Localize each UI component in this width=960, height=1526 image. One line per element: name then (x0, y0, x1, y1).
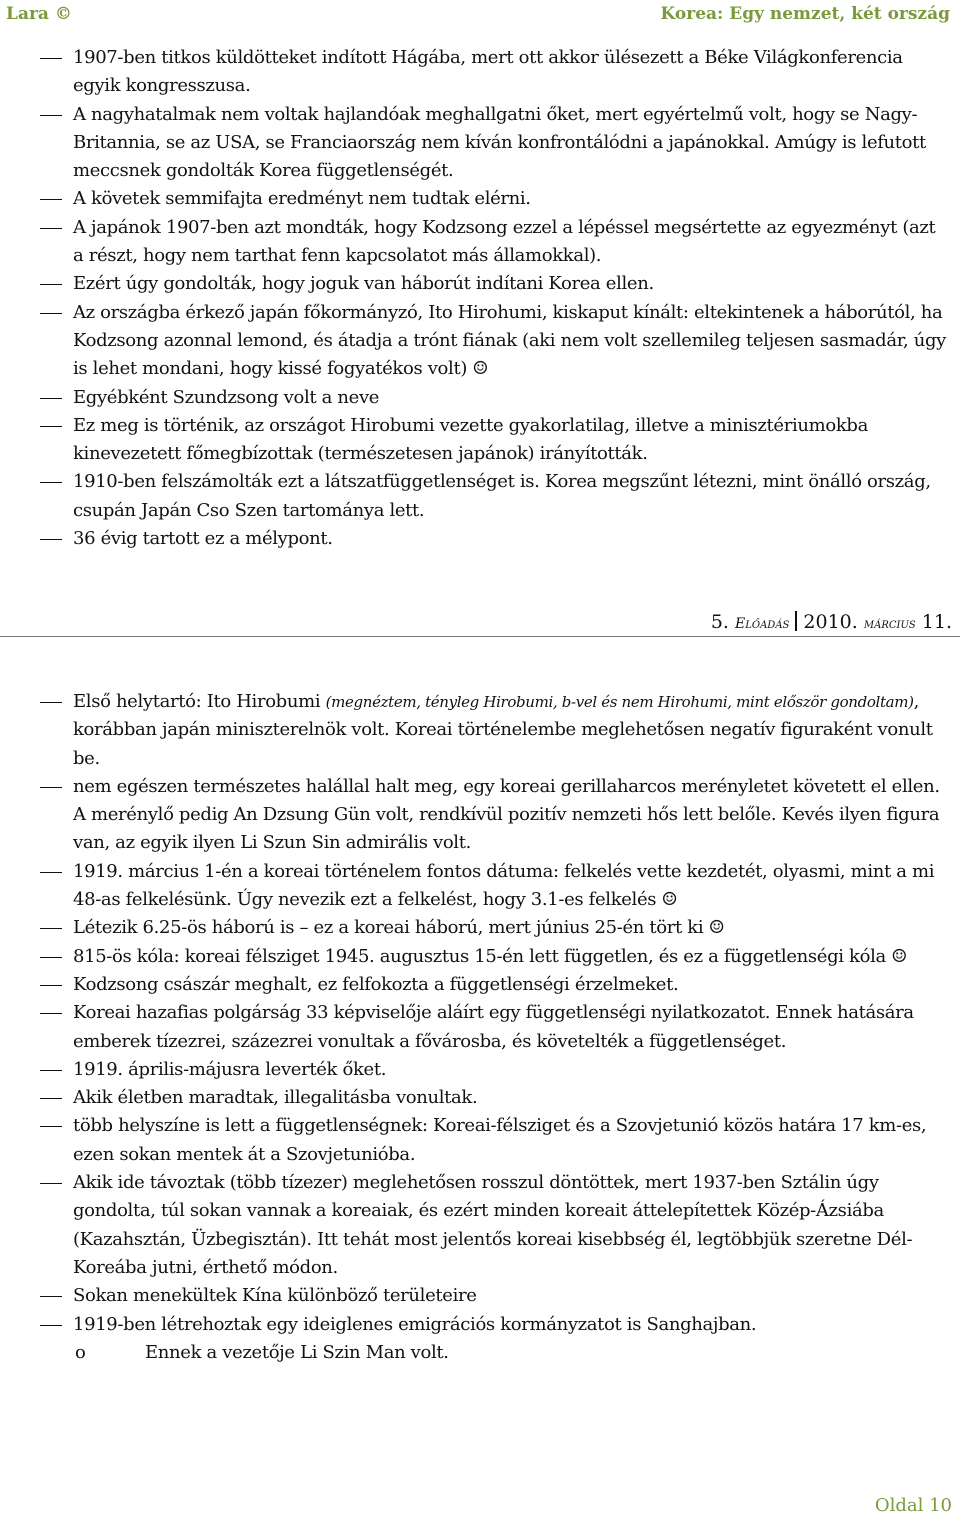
list-item: 1910-ben felszámolták ezt a látszatfüggetlenséget is. Korea megszűnt létezni, mint önálló ország, csupán Japán Cso Szen tartománya lett. (0, 468, 960, 525)
dash-bullet-icon (40, 985, 62, 986)
list-item: 1919. április-májusra leverték őket. (0, 1056, 960, 1084)
list-item: Koreai hazafias polgárság 33 képviselője aláírt egy függetlenségi nyilatkozatot. Ennek hatására emberek tízezrei, százezrei vonultak a fővárosba, és követelték a függetlenséget. (0, 999, 960, 1056)
dash-bullet-icon (40, 539, 62, 540)
dash-bullet-icon (40, 1325, 62, 1326)
list-item: 815-ös kóla: koreai félsziget 1945. augusztus 15-én lett független, és ez a függetlenségi kóla ☺ (0, 943, 960, 971)
second-bullet-list (0, 688, 960, 1367)
dash-bullet-icon (40, 702, 62, 703)
section-rule (0, 636, 960, 637)
list-item: 1907-ben titkos küldötteket indított Hágába, mert ott akkor ülésezett a Béke Világkonferencia egyik kongresszusa. (0, 44, 960, 101)
list-item: Létezik 6.25-ös háború is – ez a koreai háború, mert június 25-én tört ki ☺ (0, 914, 960, 942)
dash-bullet-icon (40, 426, 62, 427)
list-item: Akik életben maradtak, illegalitásba vonultak. (0, 1084, 960, 1112)
list-item: több helyszíne is lett a függetlenségnek: Koreai-félsziget és a Szovjetunió közös határa 17 km-es, ezen sokan mentek át a Szovjetunióba. (0, 1112, 960, 1169)
list-item: 36 évig tartott ez a mélypont. (0, 525, 960, 553)
dash-bullet-icon (40, 482, 62, 483)
lecture-month: március (863, 616, 916, 632)
lecture-number: 5. (710, 611, 729, 633)
dash-bullet-icon (40, 1183, 62, 1184)
top-bullet-list (0, 44, 960, 553)
list-item: A nagyhatalmak nem voltak hajlandóak meghallgatni őket, mert egyértelmű volt, hogy se Nagy-Britannia, se az USA, se Franciaország nem kíván konfrontálódni a japánokkal. Amúgy is lefutott meccsnek gondolták Korea függetlenségét. (0, 101, 960, 186)
list-item: Az országba érkező japán főkormányzó, Ito Hirohumi, kiskaput kínált: eltekintenek a háborútól, ha Kodzsong azonnal lemond, és átadja a trónt fiának (aki nem volt szellemileg teljesen sasmadár, úgy is lehet mondani, hogy kissé fogyatékos volt) ☺ (0, 299, 960, 384)
dash-bullet-icon (40, 228, 62, 229)
dash-bullet-icon (40, 313, 62, 314)
dash-bullet-icon (40, 928, 62, 929)
section-marker (711, 611, 952, 633)
page-number: Oldal 10 (874, 1495, 952, 1516)
dash-bullet-icon (40, 872, 62, 873)
dash-bullet-icon (40, 199, 62, 200)
header-author: Lara © (6, 4, 72, 24)
divider (795, 611, 797, 631)
list-item: Ezért úgy gondolták, hogy joguk van háborút indítani Korea ellen. (0, 270, 960, 298)
list-item: Első helytartó: Ito Hirobumi (megnéztem, tényleg Hirobumi, b-vel és nem Hirohumi, mint először gondoltam), korábban japán miniszterelnök volt. Koreai történelembe meglehetősen negatív figuraként vonult be. (0, 688, 960, 773)
author-note: (megnéztem, tényleg Hirobumi, b-vel és nem Hirohumi, mint először gondoltam) (325, 693, 914, 711)
dash-bullet-icon (40, 58, 62, 59)
circle-bullet-icon: o (75, 1341, 86, 1363)
lecture-day: 11. (921, 611, 952, 633)
sub-list-item: o Ennek a vezetője Li Szin Man volt. (0, 1339, 960, 1367)
list-item: A követek semmifajta eredményt nem tudtak elérni. (0, 185, 960, 213)
dash-bullet-icon (40, 787, 62, 788)
dash-bullet-icon (40, 115, 62, 116)
dash-bullet-icon (40, 1126, 62, 1127)
list-item: 1919. március 1-én a koreai történelem fontos dátuma: felkelés vette kezdetét, olyasmi, mint a mi 48-as felkelésünk. Úgy nevezik ezt a felkelést, hogy 3.1-es felkelés ☺ (0, 858, 960, 915)
list-item: Egyébként Szundzsong volt a neve (0, 384, 960, 412)
lecture-year: 2010. (803, 611, 858, 633)
dash-bullet-icon (40, 398, 62, 399)
list-item: Ez meg is történik, az országot Hirobumi vezette gyakorlatilag, illetve a minisztériumokba kinevezetett főmegbízottak (természetesen japánok) irányították. (0, 412, 960, 469)
list-item: Kodzsong császár meghalt, ez felfokozta a függetlenségi érzelmeket. (0, 971, 960, 999)
list-item: 1919-ben létrehoztak egy ideiglenes emigrációs kormányzatot is Sanghajban. (0, 1311, 960, 1339)
dash-bullet-icon (40, 1296, 62, 1297)
dash-bullet-icon (40, 284, 62, 285)
lecture-label: Előadás (735, 616, 790, 632)
list-item: Akik ide távoztak (több tízezer) meglehetősen rosszul döntöttek, mert 1937-ben Sztálin úgy gondolta, túl sokan vannak a koreaiak, és ezért minden koreait áttelepítettek Közép-Ázsiába (Kazahsztán, Üzbegisztán). Itt tehát most jelentős koreai kisebbség él, legtöbbjük szeretne Dél-Koreába jutni, érthető módon. (0, 1169, 960, 1282)
dash-bullet-icon (40, 957, 62, 958)
dash-bullet-icon (40, 1013, 62, 1014)
dash-bullet-icon (40, 1098, 62, 1099)
list-item: Sokan menekültek Kína különböző területeire (0, 1282, 960, 1310)
dash-bullet-icon (40, 1070, 62, 1071)
list-item: A japánok 1907-ben azt mondták, hogy Kodzsong ezzel a lépéssel megsértette az egyezményt (azt a részt, hogy nem tarthat fenn kapcsolatot más államokkal). (0, 214, 960, 271)
list-item: nem egészen természetes halállal halt meg, egy koreai gerillaharcos merényletet követett el ellen. A merénylő pedig An Dzsung Gün volt, rendkívül pozitív nemzeti hős lett belőle. Kevés ilyen figura van, az egyik ilyen Li Szun Sin admirális volt. (0, 773, 960, 858)
header-title: Korea: Egy nemzet, két ország (660, 4, 950, 24)
